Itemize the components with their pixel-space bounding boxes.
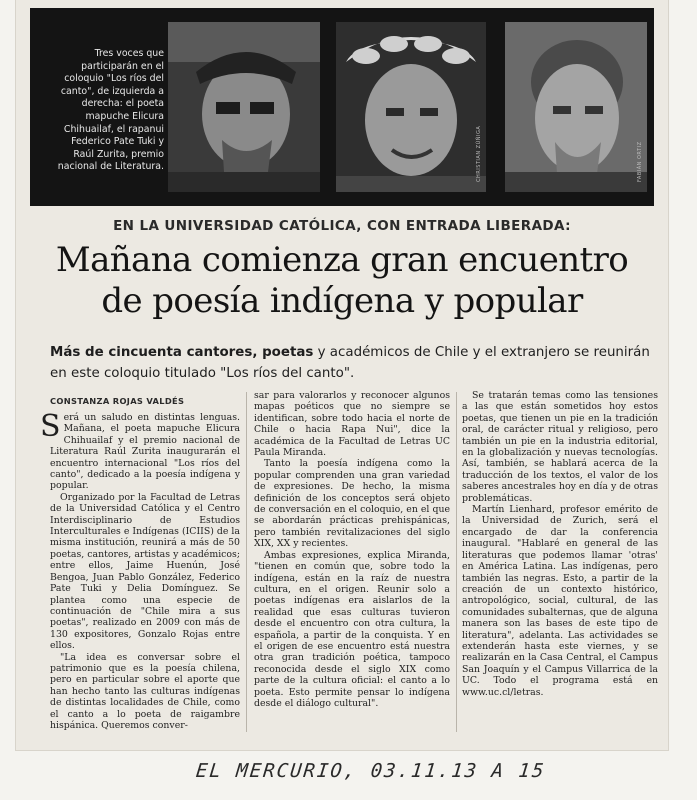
headline-line-2: de poesía indígena y popular (101, 281, 583, 321)
photo-band (30, 8, 654, 206)
column-rule-1 (246, 392, 247, 732)
paragraph: Será un saludo en distintas lenguas. Mañana, el poeta mapuche Elicura Chihuailaf y el premio nacional de Literatura Raúl Zurita inaugurarán el encuentro internacional "Los ríos del canto", dedicado a la poesía indígena y popular. (40, 409, 240, 492)
paragraph: Tanto la poesía indígena como la popular comprenden una gran variedad de expresiones. De hecho, la misma definición de los conceptos será objeto de conversación en el coloquio, en el que se abordarán prácticas prehispánicas, pero también revitalizaciones del siglo XIX, XX y recientes. (254, 458, 450, 550)
deck-rest: y académicos de Chile y el extranjero se reunirán en este coloquio titulado "Los ríos del canto". (50, 345, 650, 381)
handwritten-source-note: EL MERCURIO, 03.11.13 A 15 (194, 760, 547, 782)
deck (50, 342, 650, 384)
kicker: EN LA UNIVERSIDAD CATÓLICA, CON ENTRADA LIBERADA: (113, 218, 571, 234)
headline (16, 240, 668, 322)
paragraph: Organizado por la Facultad de Letras de la Universidad Católica y el Centro Interdisciplinario de Estudios Interculturales e Indígenas (ICIIS) de la misma institución, reunirá a más de 50 poetas, cantores, artistas y académicos; entre ellos, Jaime Huenún, José Bengoa, Juan Pablo González, Federico Pate Tuki y Delia Domínguez. Se plantea como una especie de continuación de "Chile mira a sus poetas", realizado en 2009 con más de 130 expositores, Gonzalo Rojas entre ellos. (50, 491, 240, 652)
newspaper-clipping (16, 0, 668, 750)
photo-federico-pate-tuki (336, 22, 486, 192)
paragraph: "La idea es conversar sobre el patrimonio que es la poesía chilena, pero en particular sobre el aporte que han hecho tanto las culturas indígenas de distintas localidades de Chile, como el canto a lo poeta de raigambre hispánica. Queremos conver- (50, 651, 240, 731)
article-column-2 (254, 390, 450, 730)
byline: CONSTANZA ROJAS VALDÉS (50, 396, 185, 406)
column-rule-2 (456, 392, 457, 732)
article-column-1 (40, 409, 240, 732)
paragraph: sar para valorarlos y reconocer algunos mapas poéticos que no siempre se identifican, sobre todo hacia el norte de Chile o hacia Rapa Nui", dice la académica de la Facultad de Letras UC Paula Miranda. (254, 390, 450, 459)
article-column-3 (462, 390, 658, 730)
paragraph: Ambas expresiones, explica Miranda, "tienen en común que, sobre todo la indígena, están en la raíz de nuestra cultura, en el origen. Reunir solo a poetas indígenas era aislarlos de la realidad que esas culturas tuvieron desde el encuentro con otra cultura, la española, a partir de la conquista. Y en el origen de ese encuentro está nuestra otra gran tradición poética, tampoco reconocida desde el siglo XIX como parte de la cultura oficial: el canto a lo poeta. Esto permite pensar lo indígena desde el diálogo cultural". (254, 549, 450, 709)
photo-credit-2: FABIÁN ORTIZ (637, 141, 643, 182)
photo-caption: Tres voces que participarán en el coloquio "Los ríos del canto", de izquierda a derecha: el poeta mapuche Elicura Chihuailaf, el rapanui Federico Pate Tuki y Raúl Zurita, premio nacional de Literatura. (57, 48, 164, 173)
photo-credit-1: CHRISTIAN ZÚÑIGA (476, 125, 482, 182)
photo-raul-zurita (505, 22, 647, 192)
photo-elicura-chihuailaf (168, 22, 320, 192)
paragraph: Se tratarán temas como las tensiones a las que están sometidos hoy estos poetas, que tienen un pie en la tradición oral, de carácter ritual y religioso, pero también un pie en la industria editorial, en la globalización y nuevas tecnologías. Así, también, se hablará acerca de la traducción de los textos, el valor de los saberes ancestrales hoy en día y de otras problemáticas. (462, 390, 658, 504)
headline-line-1: Mañana comienza gran encuentro (55, 240, 629, 280)
deck-bold: Más de cincuenta cantores, poetas (50, 345, 314, 360)
drop-cap: S (40, 409, 61, 444)
paragraph: Martín Lienhard, profesor emérito de la Universidad de Zurich, será el encargado de dar la conferencia inaugural. "Hablaré en general de las literaturas que podemos llamar 'otras' en América Latina. Las indígenas, pero también las negras. Esto, a partir de la creación de un contexto histórico, antropológico, social, cultural, de las comunidades subalternas, que de alguna manera son las bases de este tipo de literatura", adelanta. Las actividades se extenderán hasta este viernes, y se realizarán en la Casa Central, el Campus San Joaquín y el Campus Villarrica de la UC. Todo el programa está en www.uc.cl/letras. (462, 504, 658, 698)
